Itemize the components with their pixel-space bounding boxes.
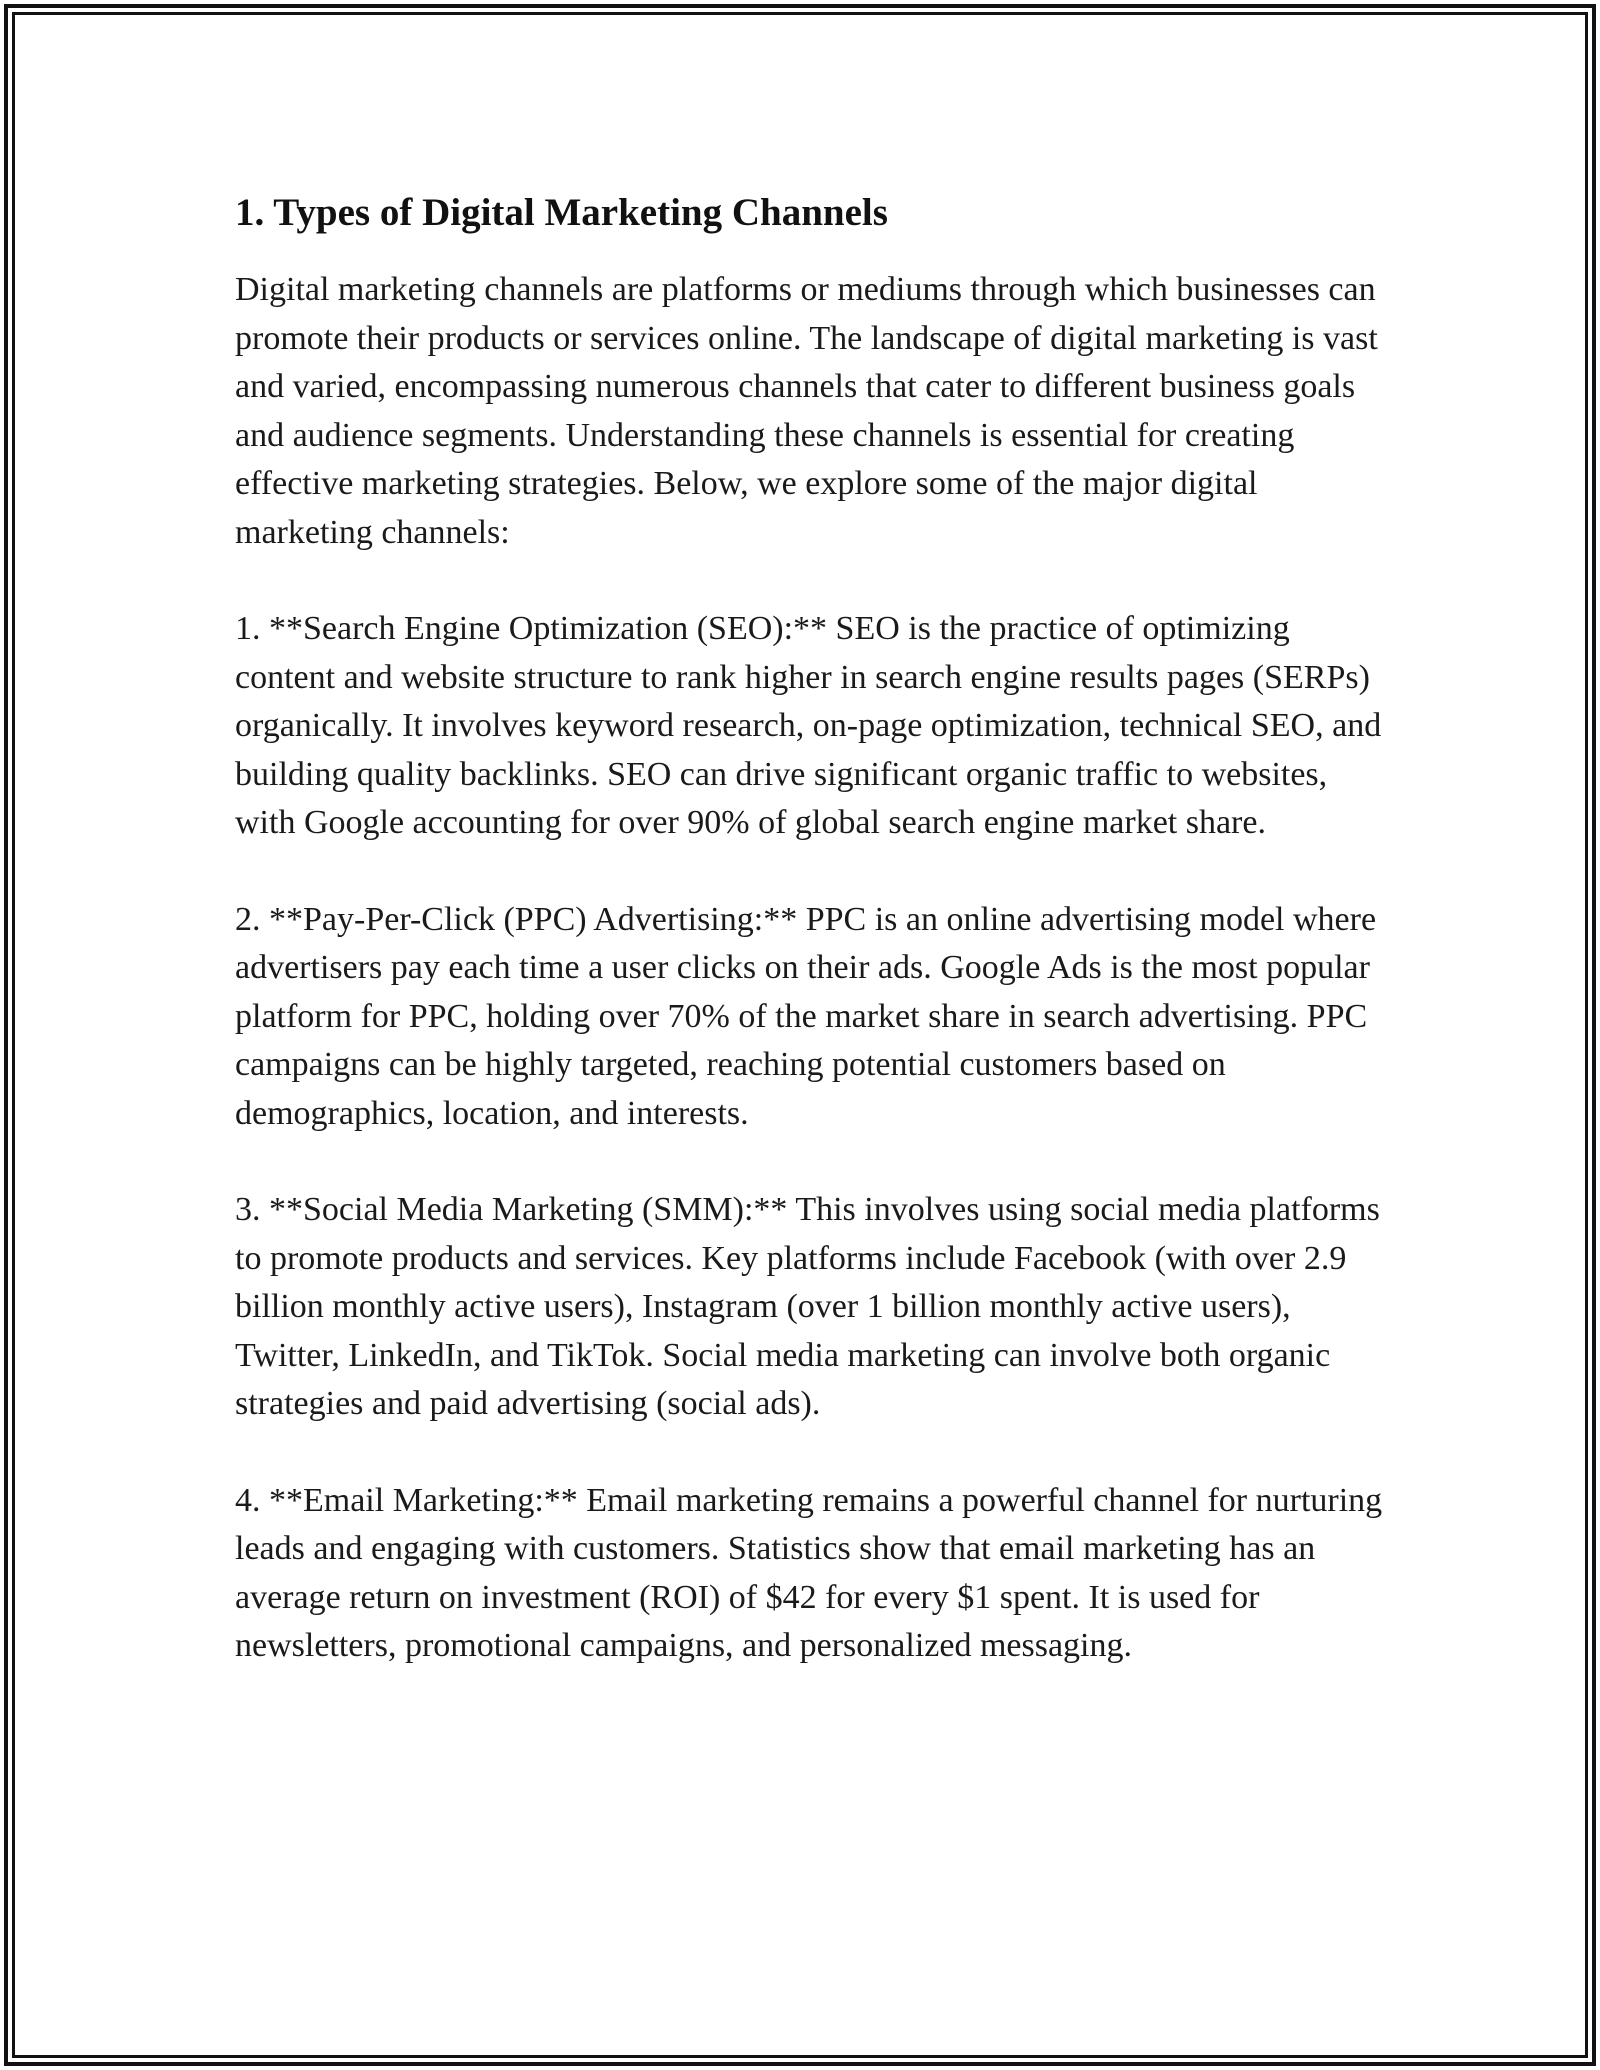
list-item-ppc: 2. **Pay-Per-Click (PPC) Advertising:** PPC is an online advertising model where advertisers pay each time a user clicks on their ads. Google Ads is the most popular platform for PPC, holding over 70% of the market share in search advertising. PPC campaigns can be highly targeted, reaching potential customers based on demographics, location, and interests.: [235, 900, 1377, 1132]
document-body: [235, 186, 1385, 1719]
intro-paragraph: Digital marketing channels are platforms or mediums through which businesses can promote their products or services online. The landscape of digital marketing is vast and varied, encompassing numerous channels that cater to different business goals and audience segments. Understanding these channels is essential for creating effective marketing strategies. Below, we explore some of the major digital marketing channels:: [235, 271, 1378, 551]
section-heading: 1. Types of Digital Marketing Channels: [235, 191, 888, 234]
list-item-email: 4. **Email Marketing:** Email marketing remains a powerful channel for nurturing leads and engaging with customers. Statistics show that email marketing has an average return on investment (ROI) of $42 for every $1 spent. It is used for newsletters, promotional campaigns, and personalized messaging.: [235, 1481, 1383, 1664]
list-item-smm: 3. **Social Media Marketing (SMM):** This involves using social media platforms to promote products and services. Key platforms include Facebook (with over 2.9 billion monthly active users), Instagram (over 1 billion monthly active users), Twitter, LinkedIn, and TikTok. Social media marketing can involve both organic strategies and paid advertising (social ads).: [235, 1191, 1380, 1422]
list-item-seo: 1. **Search Engine Optimization (SEO):** SEO is the practice of optimizing content and website structure to rank higher in search engine results pages (SERPs) organically. It involves keyword research, on-page optimization, technical SEO, and building quality backlinks. SEO can drive significant organic traffic to websites, with Google accounting for over 90% of global search engine market share.: [235, 610, 1382, 841]
